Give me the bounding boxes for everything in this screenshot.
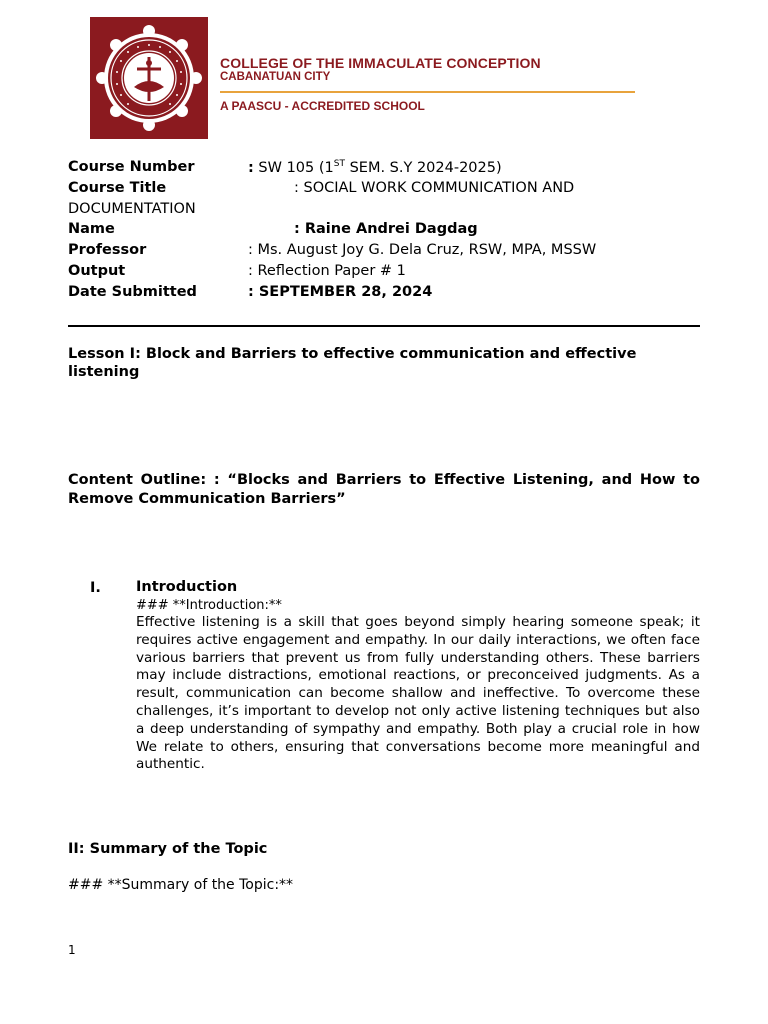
course-title-label: Course Title (68, 180, 167, 196)
professor-value: : Ms. August Joy G. Dela Cruz, RSW, MPA, MSSW (248, 242, 597, 258)
name-label: Name (68, 221, 115, 237)
course-title-value: : SOCIAL WORK COMMUNICATION AND (294, 180, 575, 196)
section-number: I. (90, 580, 101, 596)
school-logo (90, 17, 208, 139)
summary-markdown-heading: ### **Summary of the Topic:** (68, 877, 294, 893)
date-submitted-label: Date Submitted (68, 284, 197, 300)
course-title-value-cont: DOCUMENTATION (68, 201, 196, 217)
name-value: : Raine Andrei Dagdag (294, 221, 478, 237)
accreditation-text: A PAASCU - ACCREDITED SCHOOL (220, 99, 425, 113)
section-title: Introduction (136, 579, 238, 595)
section-divider (68, 325, 700, 327)
professor-label: Professor (68, 242, 147, 258)
content-outline-heading: Content Outline: : “Blocks and Barriers to Effective Listening, and How to Remove Communication Barriers” (68, 472, 700, 507)
course-number-value (248, 159, 502, 176)
page-number: 1 (68, 943, 76, 957)
course-number-sup: ST (333, 159, 345, 169)
course-number-pre: SW 105 (1 (253, 159, 334, 176)
course-number-text (254, 160, 502, 176)
course-number-label: Course Number (68, 159, 195, 175)
section-markdown-heading: ### **Introduction:** (136, 598, 282, 613)
school-name: COLLEGE OF THE IMMACULATE CONCEPTION (220, 55, 541, 71)
school-city: CABANATUAN CITY (220, 71, 331, 83)
lesson-heading: Lesson I: Block and Barriers to effective communication and effective listening (68, 346, 637, 380)
school-seal-icon (90, 17, 208, 139)
output-label: Output (68, 263, 126, 279)
colon: : (248, 159, 254, 176)
date-submitted-value: : SEPTEMBER 28, 2024 (248, 284, 433, 300)
header-divider (220, 91, 635, 93)
summary-heading: II: Summary of the Topic (68, 841, 268, 857)
introduction-paragraph: Effective listening is a skill that goes beyond simply hearing someone speak; it requires active engagement and empathy. In our daily interactions, we often face various barriers that prevent us from fully understanding others. These barriers may include distractions, emotional reactions, or preconceived judgments. As a result, communication can become shallow and ineffective. To overcome these challenges, it’s important to develop not only active listening techniques but also a deep understanding of sympathy and empathy. Both play a crucial role in how We relate to others, ensuring that conversations become more meaningful and authentic. (136, 614, 700, 773)
course-number-post: SEM. S.Y 2024-2025) (344, 159, 502, 176)
output-value: : Reflection Paper # 1 (248, 263, 406, 279)
